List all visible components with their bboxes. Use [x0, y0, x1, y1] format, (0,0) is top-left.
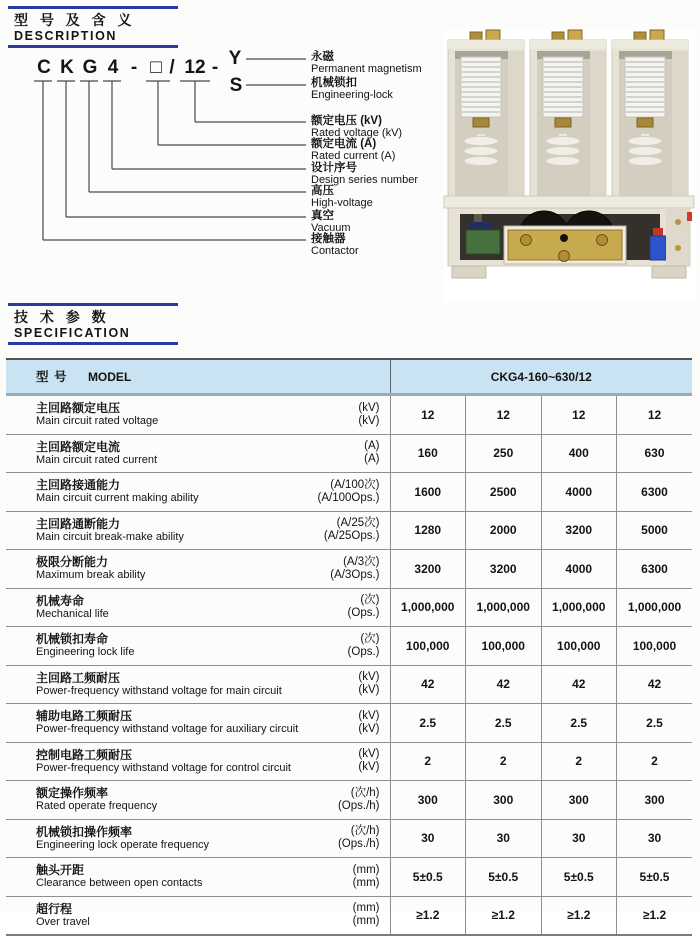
parameter-value: 1600 [390, 473, 466, 512]
parameter-cell [6, 781, 390, 820]
specification-section-header [8, 303, 178, 345]
parameter-unit-en: (A/3Ops.) [330, 568, 380, 581]
model-meaning-cn: 额定电压 (kV) [311, 115, 382, 127]
parameter-value: ≥1.2 [390, 896, 466, 935]
model-meaning-cn: 高压 [311, 185, 334, 197]
parameter-name-cn: 机械锁扣操作频率 [36, 824, 133, 839]
parameter-cell [6, 395, 390, 435]
parameter-value: 100,000 [617, 627, 693, 666]
model-meaning-cn: 额定电流 (A) [311, 138, 377, 150]
parameter-value: 300 [617, 781, 693, 820]
parameter-value: 1,000,000 [466, 588, 542, 627]
parameter-value: 2.5 [541, 704, 617, 743]
parameter-name-en: Power-frequency withstand voltage for auxiliary circuit [36, 723, 299, 736]
specification-title-en: SPECIFICATION [14, 326, 131, 340]
parameter-cell [6, 511, 390, 550]
parameter-unit-en: (Ops.) [347, 607, 380, 620]
parameter-value: 2 [617, 742, 693, 781]
parameter-value: 250 [466, 434, 542, 473]
parameter-name-cn: 主回路额定电流 [36, 439, 121, 454]
model-meaning-en: Contactor [311, 244, 359, 257]
parameter-value: 2.5 [466, 704, 542, 743]
parameter-value: 30 [390, 819, 466, 858]
parameter-value: 4000 [541, 473, 617, 512]
parameter-value: 2 [466, 742, 542, 781]
model-char: 4 [107, 57, 119, 78]
model-designation-diagram [0, 50, 460, 302]
parameter-unit-en: (Ops./h) [337, 799, 380, 812]
model-meaning-label [311, 139, 395, 162]
parameter-value: 400 [541, 434, 617, 473]
parameter-name-en: Main circuit rated current [36, 453, 158, 466]
model-char: 12 [184, 57, 206, 78]
table-row [6, 896, 692, 935]
model-meaning-label [311, 163, 418, 186]
model-dash: - [130, 57, 138, 78]
model-meaning-cn: 机械锁扣 [311, 77, 357, 89]
parameter-cell [6, 858, 390, 897]
table-row [6, 742, 692, 781]
parameter-unit-en: (mm) [352, 876, 380, 889]
parameter-value: 2500 [466, 473, 542, 512]
parameter-cell [6, 819, 390, 858]
model-header-en: MODEL [87, 370, 132, 384]
model-placeholder-box: □ [150, 57, 162, 78]
parameter-value: 5±0.5 [617, 858, 693, 897]
parameter-value: 6300 [617, 550, 693, 589]
parameter-name-en: Mechanical life [36, 607, 109, 620]
parameter-value: 2 [541, 742, 617, 781]
parameter-name-cn: 触头开距 [36, 863, 85, 878]
table-row [6, 395, 692, 435]
model-meaning-en: Design series number [311, 173, 418, 186]
parameter-unit-cn: (kV) [358, 671, 380, 684]
model-header-cn: 型 号 [36, 370, 68, 384]
parameter-name-en: Main circuit current making ability [36, 492, 199, 505]
parameter-unit-cn: (A) [364, 440, 380, 453]
parameter-value: 100,000 [390, 627, 466, 666]
parameter-unit-en: (kV) [358, 761, 380, 774]
parameter-unit-cn: (kV) [358, 748, 380, 761]
parameter-value: 3200 [541, 511, 617, 550]
parameter-value: 30 [617, 819, 693, 858]
model-meaning-cn: 接触器 [311, 233, 346, 245]
parameter-name-cn: 主回路接通能力 [36, 478, 121, 493]
parameter-value: 300 [466, 781, 542, 820]
product-photo [444, 30, 696, 302]
vacuum-contactor-illustration [444, 30, 696, 302]
model-meaning-en: Rated voltage (kV) [311, 126, 403, 139]
parameter-value: 42 [541, 665, 617, 704]
table-row [6, 704, 692, 743]
parameter-name-en: Main circuit rated voltage [36, 415, 159, 428]
model-meaning-label [311, 234, 359, 257]
table-row [6, 550, 692, 589]
parameter-value: 5±0.5 [541, 858, 617, 897]
model-suffix-y: Y [228, 48, 242, 69]
model-meaning-en: High-voltage [311, 196, 373, 209]
model-value-cell: CKG4-160~630/12 [390, 359, 692, 395]
model-char: C [37, 57, 51, 78]
specification-title-cn: 技 术 参 数 [14, 309, 110, 325]
model-meaning-en: Rated current (A) [311, 149, 396, 162]
parameter-value: 5±0.5 [390, 858, 466, 897]
model-char: K [60, 57, 74, 78]
model-char: G [82, 57, 98, 78]
parameter-name-cn: 机械寿命 [36, 593, 85, 608]
model-meaning-label [311, 186, 373, 209]
parameter-cell [6, 588, 390, 627]
parameter-value: 1,000,000 [390, 588, 466, 627]
parameter-name-cn: 额定操作频率 [36, 786, 109, 801]
model-meaning-cn: 设计序号 [311, 162, 357, 174]
parameter-unit-cn: (A/25次) [336, 517, 380, 530]
model-suffix-s: S [229, 75, 243, 96]
table-header-row [6, 359, 692, 395]
parameter-unit-cn: (mm) [352, 863, 380, 876]
parameter-unit-en: (A/100Ops.) [317, 491, 380, 504]
parameter-cell [6, 434, 390, 473]
parameter-cell [6, 665, 390, 704]
table-row [6, 473, 692, 512]
parameter-value: 30 [541, 819, 617, 858]
parameter-unit-cn: (次) [360, 594, 380, 607]
model-meaning-label [311, 52, 422, 75]
table-row [6, 588, 692, 627]
parameter-value: 3200 [466, 550, 542, 589]
parameter-value: 1280 [390, 511, 466, 550]
parameter-value: 100,000 [541, 627, 617, 666]
model-meaning-label [311, 116, 402, 139]
model-slash: / [169, 57, 175, 78]
parameter-value: 630 [617, 434, 693, 473]
parameter-unit-en: (kV) [358, 684, 380, 697]
table-row [6, 627, 692, 666]
parameter-unit-cn: (A/100次) [330, 478, 380, 491]
parameter-unit-en: (kV) [358, 722, 380, 735]
parameter-unit-en: (mm) [352, 915, 380, 928]
parameter-name-cn: 主回路通断能力 [36, 516, 121, 531]
model-meaning-en: Vacuum [311, 221, 351, 234]
parameter-name-cn: 超行程 [36, 901, 73, 916]
parameter-name-cn: 控制电路工频耐压 [36, 747, 133, 762]
parameter-name-en: Rated operate frequency [36, 800, 158, 813]
table-row [6, 665, 692, 704]
model-header-cell [6, 359, 390, 395]
parameter-name-en: Engineering lock life [36, 646, 135, 659]
parameter-value: 3200 [390, 550, 466, 589]
parameter-value: 6300 [617, 473, 693, 512]
parameter-value: 2000 [466, 511, 542, 550]
parameter-unit-en: (A/25Ops.) [323, 530, 380, 543]
parameter-value: 1,000,000 [541, 588, 617, 627]
parameter-value: 5000 [617, 511, 693, 550]
parameter-value: 300 [541, 781, 617, 820]
parameter-value: 2.5 [390, 704, 466, 743]
parameter-unit-cn: (kV) [358, 401, 380, 414]
parameter-value: 12 [617, 395, 693, 435]
parameter-value: 2.5 [617, 704, 693, 743]
model-dash: - [211, 57, 219, 78]
parameter-value: 160 [390, 434, 466, 473]
parameter-name-cn: 主回路额定电压 [36, 401, 121, 416]
parameter-unit-cn: (次/h) [350, 786, 380, 799]
parameter-name-en: Power-frequency withstand voltage for control circuit [36, 761, 291, 774]
model-meaning-cn: 永磁 [311, 51, 334, 63]
parameter-value: ≥1.2 [466, 896, 542, 935]
parameter-unit-en: (Ops./h) [337, 838, 380, 851]
parameter-unit-cn: (kV) [358, 709, 380, 722]
parameter-unit-en: (Ops.) [347, 645, 380, 658]
parameter-value: 42 [390, 665, 466, 704]
description-title-en: DESCRIPTION [14, 29, 118, 43]
parameter-value: 4000 [541, 550, 617, 589]
parameter-unit-cn: (mm) [352, 902, 380, 915]
table-row [6, 434, 692, 473]
parameter-cell [6, 473, 390, 512]
parameter-value: 1,000,000 [617, 588, 693, 627]
specification-table [6, 358, 692, 936]
table-row [6, 511, 692, 550]
parameter-unit-cn: (次/h) [350, 825, 380, 838]
parameter-name-cn: 机械锁扣寿命 [36, 632, 109, 647]
model-meaning-label [311, 211, 351, 234]
parameter-value: 2 [390, 742, 466, 781]
parameter-cell [6, 742, 390, 781]
model-meaning-en: Engineering-lock [311, 88, 393, 101]
parameter-value: 12 [541, 395, 617, 435]
model-meaning-label [311, 78, 393, 101]
description-section-header [8, 6, 178, 48]
specification-table-body [6, 395, 692, 936]
parameter-value: 42 [617, 665, 693, 704]
parameter-value: 5±0.5 [466, 858, 542, 897]
parameter-unit-cn: (次) [360, 632, 380, 645]
model-meaning-en: Permanent magnetism [311, 62, 422, 75]
parameter-value: ≥1.2 [541, 896, 617, 935]
parameter-unit-en: (kV) [358, 414, 380, 427]
parameter-value: 100,000 [466, 627, 542, 666]
parameter-name-en: Clearance between open contacts [36, 877, 203, 890]
parameter-value: 30 [466, 819, 542, 858]
parameter-name-cn: 辅助电路工频耐压 [36, 709, 133, 724]
parameter-value: ≥1.2 [617, 896, 693, 935]
parameter-cell [6, 704, 390, 743]
parameter-value: 42 [466, 665, 542, 704]
parameter-name-en: Over travel [36, 915, 90, 928]
table-row [6, 858, 692, 897]
model-meaning-cn: 真空 [311, 210, 334, 222]
parameter-unit-en: (A) [364, 453, 380, 466]
table-row [6, 781, 692, 820]
parameter-value: 300 [390, 781, 466, 820]
parameter-value: 12 [466, 395, 542, 435]
parameter-name-cn: 主回路工频耐压 [36, 670, 121, 685]
parameter-cell [6, 627, 390, 666]
parameter-value: 12 [390, 395, 466, 435]
parameter-name-cn: 极限分断能力 [36, 555, 109, 570]
parameter-cell [6, 550, 390, 589]
table-row [6, 819, 692, 858]
parameter-name-en: Engineering lock operate frequency [36, 838, 210, 851]
parameter-cell [6, 896, 390, 935]
description-title-cn: 型 号 及 含 义 [14, 12, 136, 28]
parameter-unit-cn: (A/3次) [343, 555, 380, 568]
parameter-name-en: Main circuit break-make ability [36, 530, 184, 543]
parameter-name-en: Maximum break ability [36, 569, 146, 582]
parameter-name-en: Power-frequency withstand voltage for main circuit [36, 684, 282, 697]
